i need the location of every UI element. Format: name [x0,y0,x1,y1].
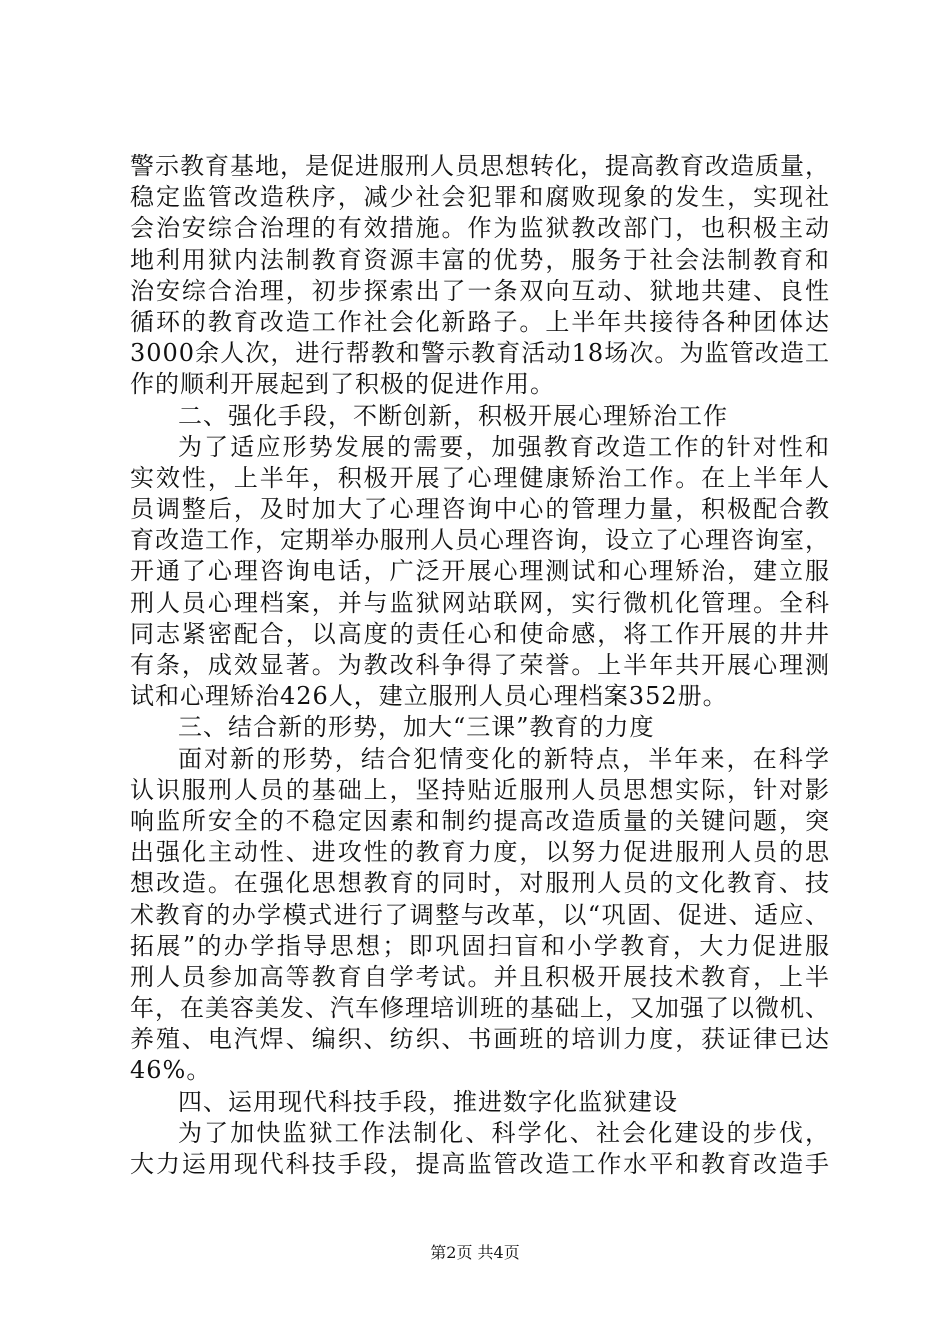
text-line: 实效性，上半年，积极开展了心理健康矫治工作。在上半年人 [130,463,830,492]
text-line: 员调整后，及时加大了心理咨询中心的管理力量，积极配合教 [130,495,830,524]
text-line: 开通了心理咨询电话，广泛开展心理测试和心理矫治，建立服 [130,557,830,586]
text-line: 为了加快监狱工作法制化、科学化、社会化建设的步伐， [178,1118,830,1147]
section-heading: 三、结合新的形势，加大“三课”教育的力度 [178,713,655,742]
text-line: 面对新的形势，结合犯情变化的新特点，半年来，在科学 [178,744,830,773]
section-heading: 四、运用现代科技手段，推进数字化监狱建设 [178,1087,678,1116]
text-line: 同志紧密配合，以高度的责任心和使命感，将工作开展的井井 [130,619,830,648]
text-line: 为了适应形势发展的需要，加强教育改造工作的针对性和 [178,432,830,461]
text-line: 出强化主动性、进攻性的教育力度，以努力促进服刑人员的思 [130,838,830,867]
text-line: 警示教育基地，是促进服刑人员思想转化，提高教育改造质量， [130,152,830,180]
text-line: 试和心理矫治426人，建立服刑人员心理档案352册。 [130,682,728,711]
text-line: 拓展”的办学指导思想；即巩固扫盲和小学教育，大力促进服 [130,931,830,960]
text-line: 地利用狱内法制教育资源丰富的优势，服务于社会法制教育和 [130,245,830,274]
text-line: 3000余人次，进行帮教和警示教育活动18场次。为监管改造工 [130,339,830,368]
text-line: 大力运用现代科技手段，提高监管改造工作水平和教育改造手 [130,1150,830,1178]
text-line: 作的顺利开展起到了积极的促进作用。 [130,370,555,399]
text-line: 有条，成效显著。为教改科争得了荣誉。上半年共开展心理测 [130,651,830,679]
page-number: 第2页 共4页 [430,1243,520,1262]
text-line: 刑人员心理档案，并与监狱网站联网，实行微机化管理。全科 [130,588,830,617]
text-line: 认识服刑人员的基础上，坚持贴近服刑人员思想实际，针对影 [130,775,830,804]
text-line: 养殖、电汽焊、编织、纺织、书画班的培训力度，获证律已达 [130,1025,830,1054]
text-line: 育改造工作，定期举办服刑人员心理咨询，设立了心理咨询室， [130,526,830,555]
text-line: 想改造。在强化思想教育的同时，对服刑人员的文化教育、技 [130,869,830,898]
section-heading: 二、强化手段，不断创新，积极开展心理矫治工作 [178,401,728,430]
text-line: 会治安综合治理的有效措施。作为监狱教改部门，也积极主动 [130,214,830,243]
text-line: 术教育的办学模式进行了调整与改革，以“巩固、促进、适应、 [130,900,830,929]
text-line: 年，在美容美发、汽车修理培训班的基础上，又加强了以微机、 [130,994,830,1023]
text-line: 稳定监管改造秩序，减少社会犯罪和腐败现象的发生，实现社 [130,183,830,212]
text-line: 治安综合治理，初步探索出了一条双向互动、狱地共建、良性 [130,276,830,305]
document-body [130,151,830,1180]
page-footer [0,1243,950,1263]
text-line: 46%。 [130,1056,212,1085]
text-line: 刑人员参加高等教育自学考试。并且积极开展技术教育，上半 [130,962,830,991]
text-line: 循环的教育改造工作社会化新路子。上半年共接待各种团体达 [130,307,830,336]
text-line: 响监所安全的不稳定因素和制约提高改造质量的关键问题，突 [130,806,830,835]
